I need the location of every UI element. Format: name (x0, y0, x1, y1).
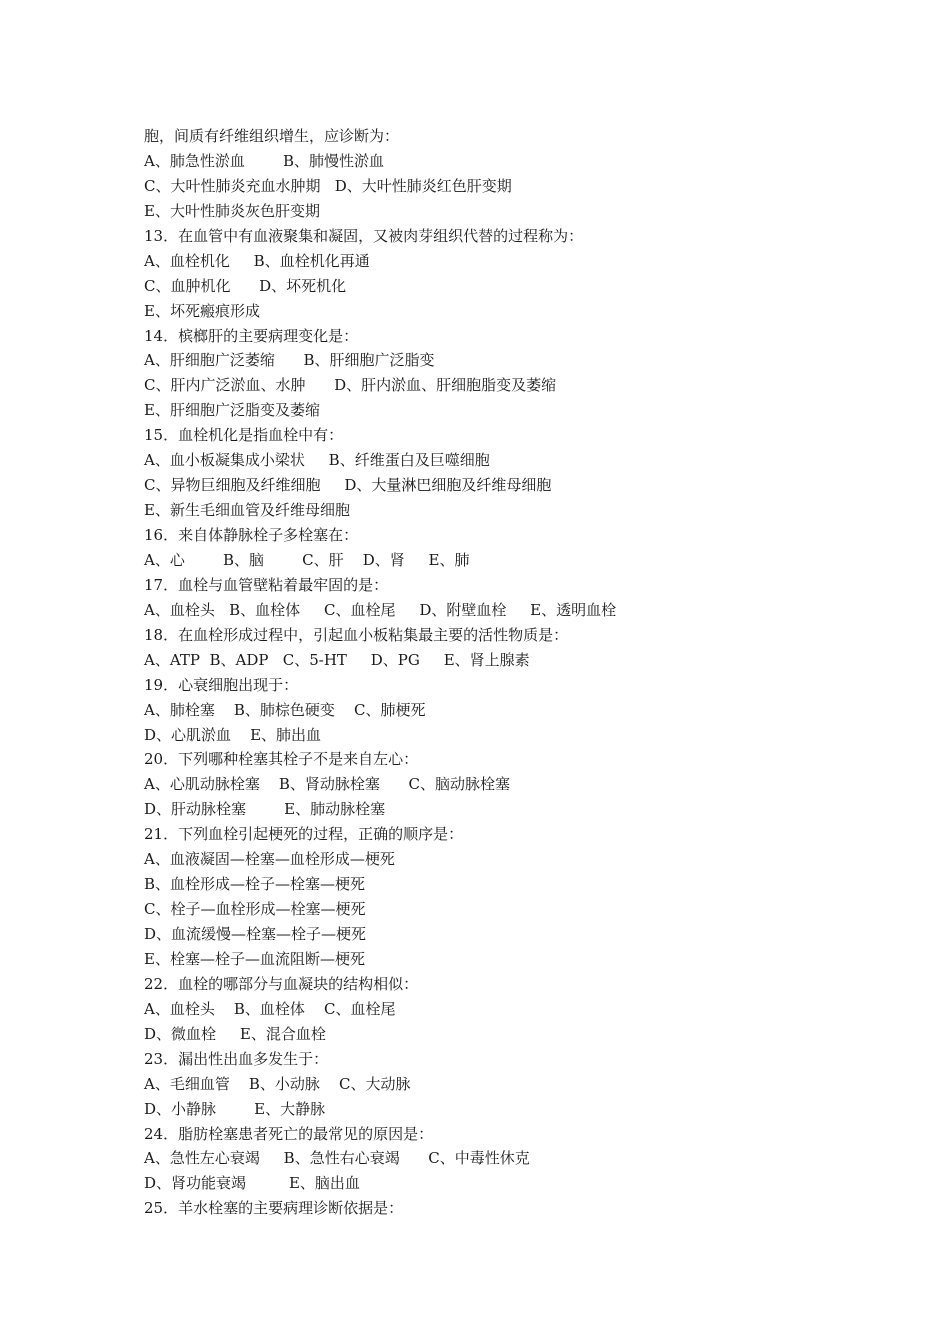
text-line: D、血流缓慢—栓塞—栓子—梗死 (144, 925, 367, 943)
question-line: 23．漏出性出血多发生于： (144, 1049, 329, 1068)
text-line: 胞，间质有纤维组织增生，应诊断为： (144, 127, 400, 145)
text-line: A、毛细血管 B、小动脉 C、大动脉 (144, 1074, 411, 1093)
text-line: A、心肌动脉栓塞 B、肾动脉栓塞 C、脑动脉栓塞 (144, 775, 511, 794)
text-line: A、ATP B、ADP C、5-HT D、PG E、肾上腺素 (144, 650, 530, 669)
text-line: A、血栓头 B、血栓体 C、血栓尾 D、附壁血栓 E、透明血栓 (144, 600, 617, 619)
text-line: C、大叶性肺炎充血水肿期 D、大叶性肺炎红色肝变期 (144, 176, 512, 195)
document-body (144, 124, 844, 1221)
text-line: E、肝细胞广泛脂变及萎缩 (144, 401, 320, 420)
text-line: A、急性左心衰竭 B、急性右心衰竭 C、中毒性休克 (144, 1149, 530, 1168)
question-line: 17．血栓与血管壁粘着最牢固的是： (144, 575, 389, 594)
question-line: 14．槟榔肝的主要病理变化是： (144, 326, 359, 345)
text-line: D、肝动脉栓塞 E、肺动脉栓塞 (144, 800, 386, 819)
text-line: E、大叶性肺炎灰色肝变期 (144, 201, 320, 220)
text-line: C、异物巨细胞及纤维细胞 D、大量淋巴细胞及纤维母细胞 (144, 476, 552, 495)
question-line: 24．脂肪栓塞患者死亡的最常见的原因是： (144, 1124, 434, 1143)
question-line: 22．血栓的哪部分与血凝块的结构相似： (144, 974, 419, 993)
text-line: B、血栓形成—栓子—栓塞—梗死 (144, 875, 366, 894)
question-line: 15．血栓机化是指血栓中有： (144, 426, 344, 445)
text-line: E、新生毛细血管及纤维母细胞 (144, 501, 350, 520)
question-line: 21．下列血栓引起梗死的过程，正确的顺序是： (144, 825, 464, 844)
text-line: D、肾功能衰竭 E、脑出血 (144, 1174, 360, 1193)
question-line: 16．来自体静脉栓子多栓塞在： (144, 526, 359, 544)
text-line: C、栓子—血栓形成—栓塞—梗死 (144, 900, 366, 919)
text-line: A、肝细胞广泛萎缩 B、肝细胞广泛脂变 (144, 351, 435, 370)
text-line: A、肺栓塞 B、肺棕色硬变 C、肺梗死 (144, 700, 426, 719)
question-line: 18．在血栓形成过程中，引起血小板粘集最主要的活性物质是： (144, 625, 569, 644)
text-line: C、血肿机化 D、坏死机化 (144, 276, 347, 295)
text-line: E、栓塞—栓子—血流阻断—梗死 (144, 949, 365, 968)
text-line: D、心肌淤血 E、肺出血 (144, 725, 322, 744)
question-line: 19．心衰细胞出现于： (144, 675, 299, 694)
text-line: A、血小板凝集成小梁状 B、纤维蛋白及巨噬细胞 (144, 451, 490, 470)
text-line: A、血栓头 B、血栓体 C、血栓尾 (144, 999, 396, 1018)
text-line: D、小静脉 E、大静脉 (144, 1099, 326, 1118)
question-line: 25．羊水栓塞的主要病理诊断依据是： (144, 1199, 404, 1218)
text-line: A、肺急性淤血 B、肺慢性淤血 (144, 151, 385, 170)
text-line: D、微血栓 E、混合血栓 (144, 1024, 326, 1043)
text-line: A、血栓机化 B、血栓机化再通 (144, 251, 370, 270)
question-line: 20．下列哪种栓塞其栓子不是来自左心： (144, 750, 419, 769)
text-line: E、坏死瘢痕形成 (144, 301, 260, 320)
question-line: 13．在血管中有血液聚集和凝固，又被肉芽组织代替的过程称为： (144, 226, 584, 245)
text-line: C、肝内广泛淤血、水肿 D、肝内淤血、肝细胞脂变及萎缩 (144, 376, 557, 395)
text-line: A、血液凝固—栓塞—血栓形成—梗死 (144, 850, 395, 869)
text-line: A、心 B、脑 C、肝 D、肾 E、肺 (144, 550, 470, 569)
